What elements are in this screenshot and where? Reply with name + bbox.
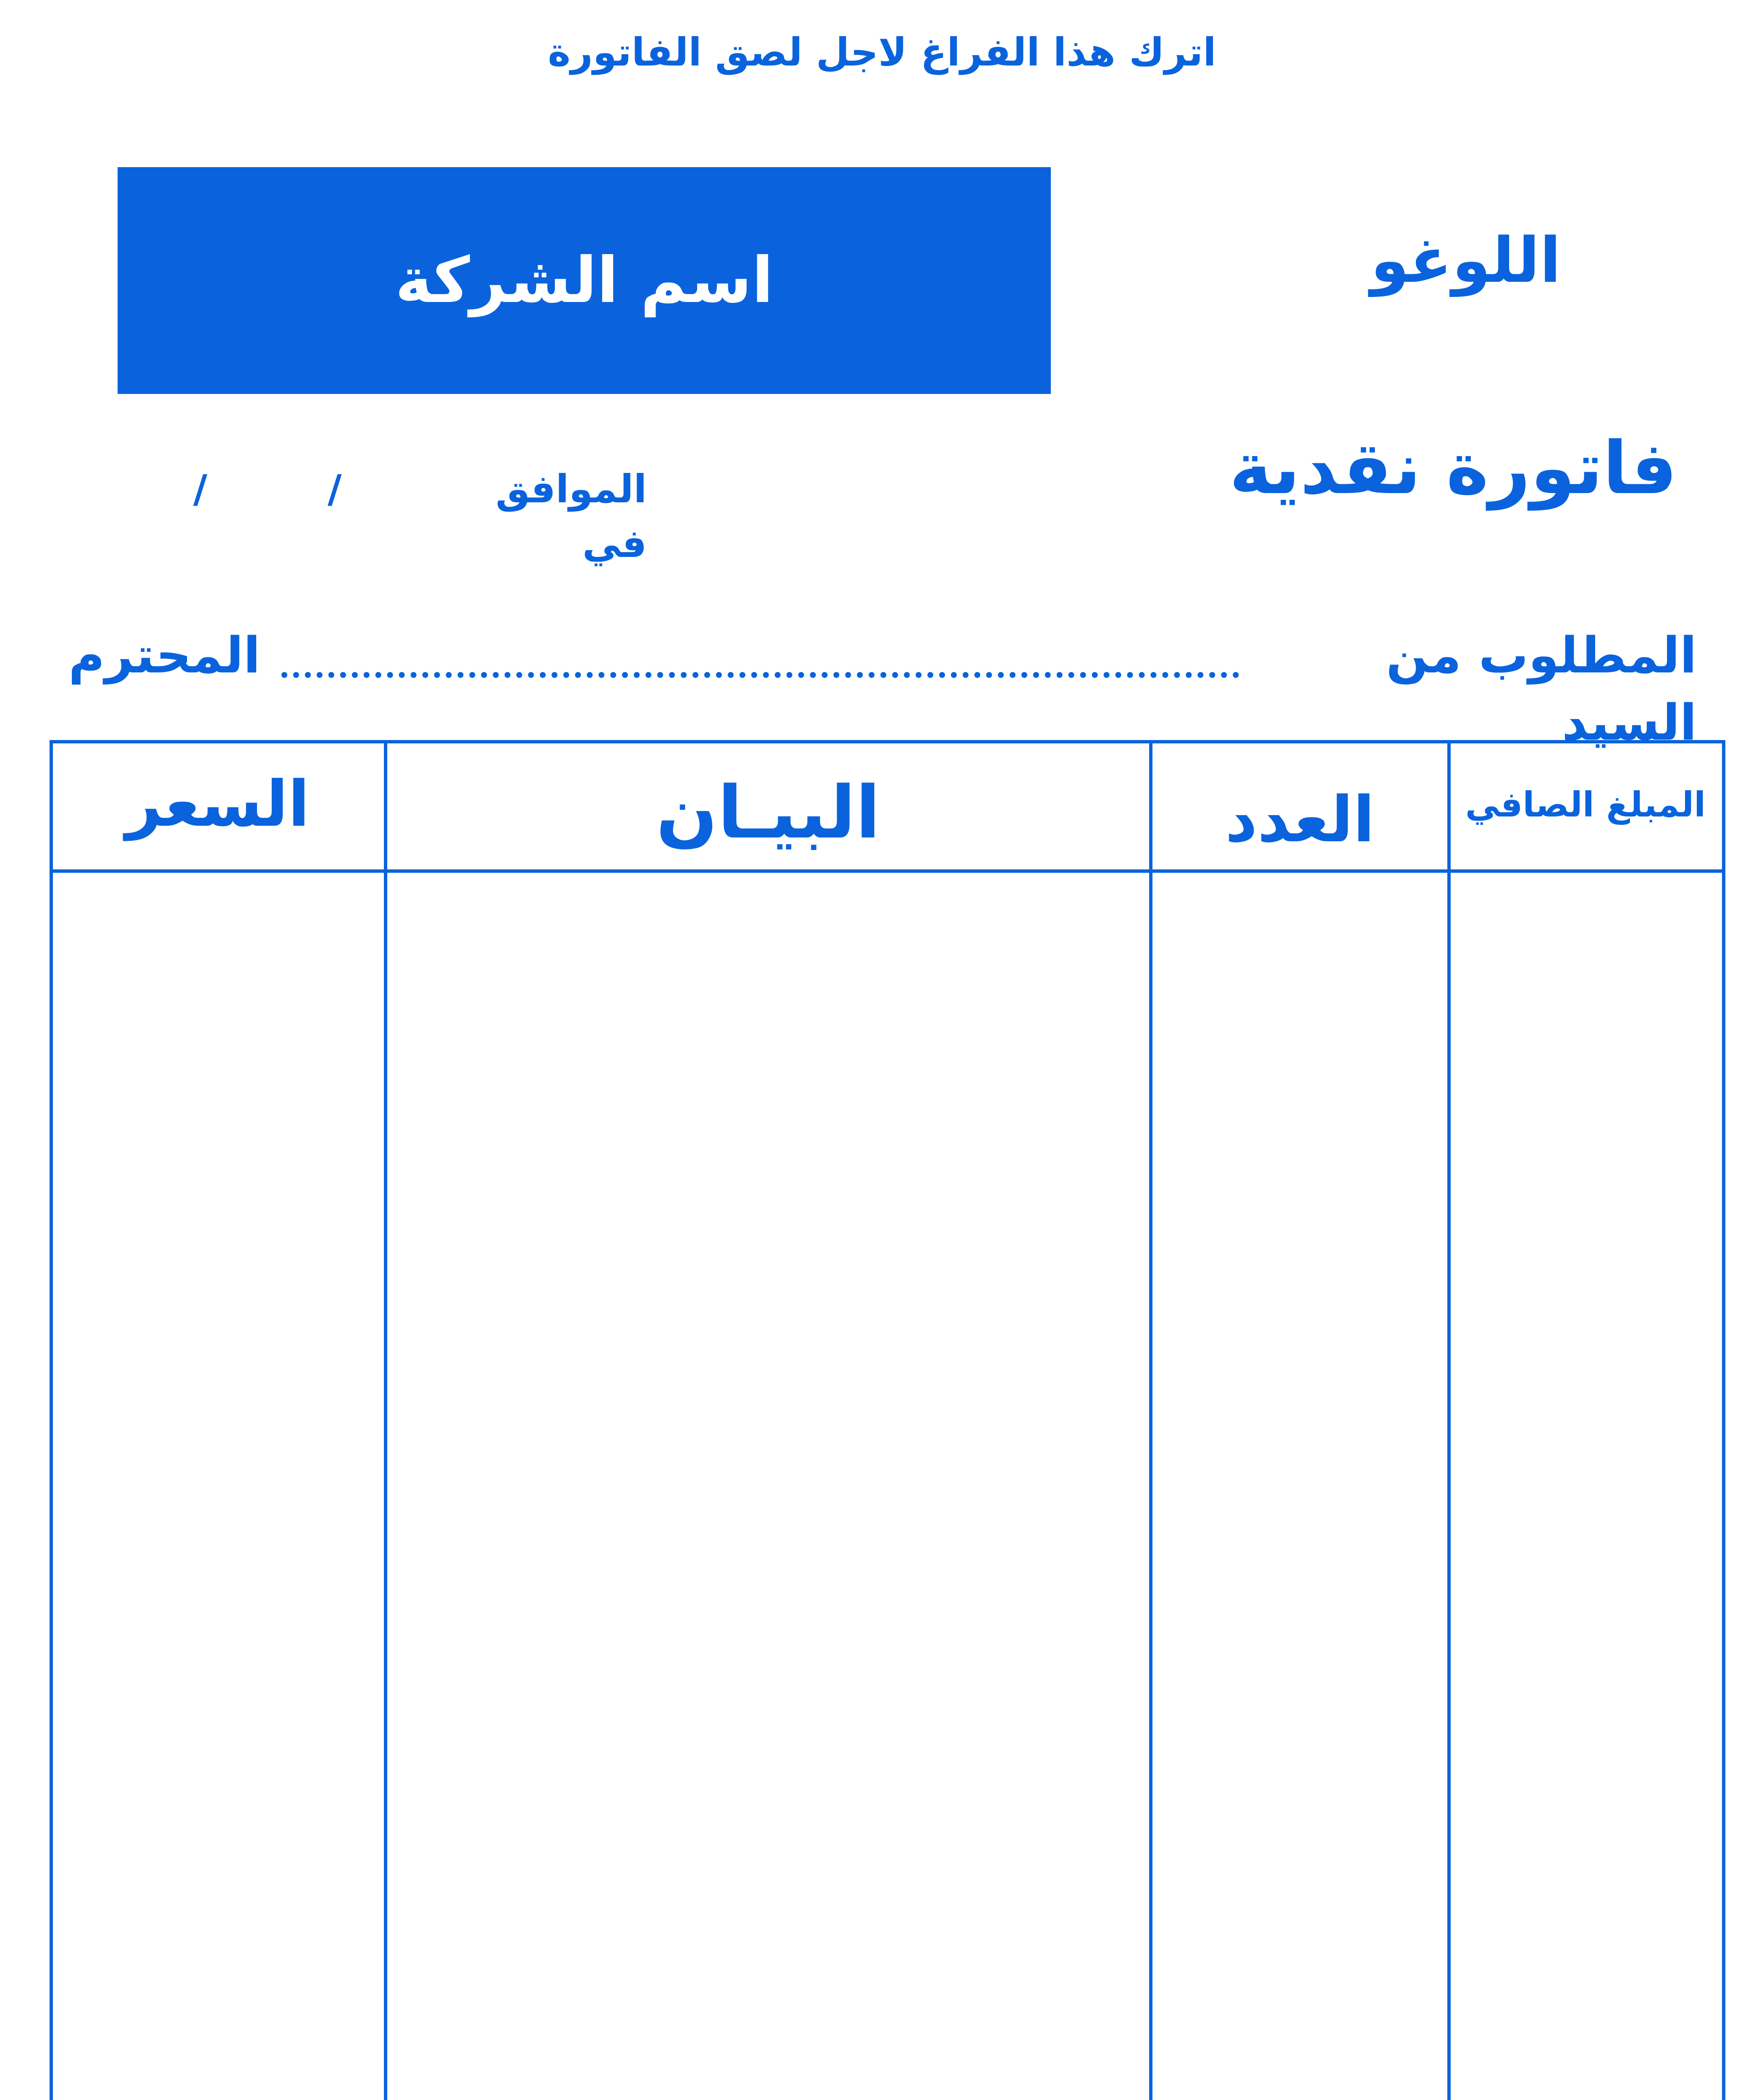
column-header-quantity: العدد	[1225, 783, 1375, 856]
column-divider	[1149, 740, 1152, 2100]
date-label: الموافق في	[495, 467, 647, 566]
column-divider	[384, 740, 387, 2100]
logo-placeholder: اللوغو	[1370, 224, 1561, 297]
company-name-box	[118, 167, 1051, 394]
requested-from-label: المطلوب من السيد	[1386, 626, 1697, 751]
column-header-net-amount: المبلغ الصافي	[1465, 785, 1706, 825]
date-separator: /	[193, 467, 207, 512]
respected-label: المحترم	[68, 626, 260, 684]
paste-invoice-note: اترك هذا الفراغ لاجل لصق الفاتورة	[548, 30, 1216, 75]
customer-name-field[interactable]	[281, 672, 1239, 678]
date-separator: /	[328, 467, 342, 512]
invoice-table	[50, 740, 1725, 2100]
table-header-divider	[50, 869, 1725, 873]
company-name: اسم الشركة	[395, 244, 774, 317]
column-header-description: البيـان	[656, 770, 881, 855]
column-header-price: السعر	[125, 768, 310, 841]
column-divider	[1447, 740, 1451, 2100]
invoice-title: فاتورة نقدية	[1229, 426, 1677, 510]
